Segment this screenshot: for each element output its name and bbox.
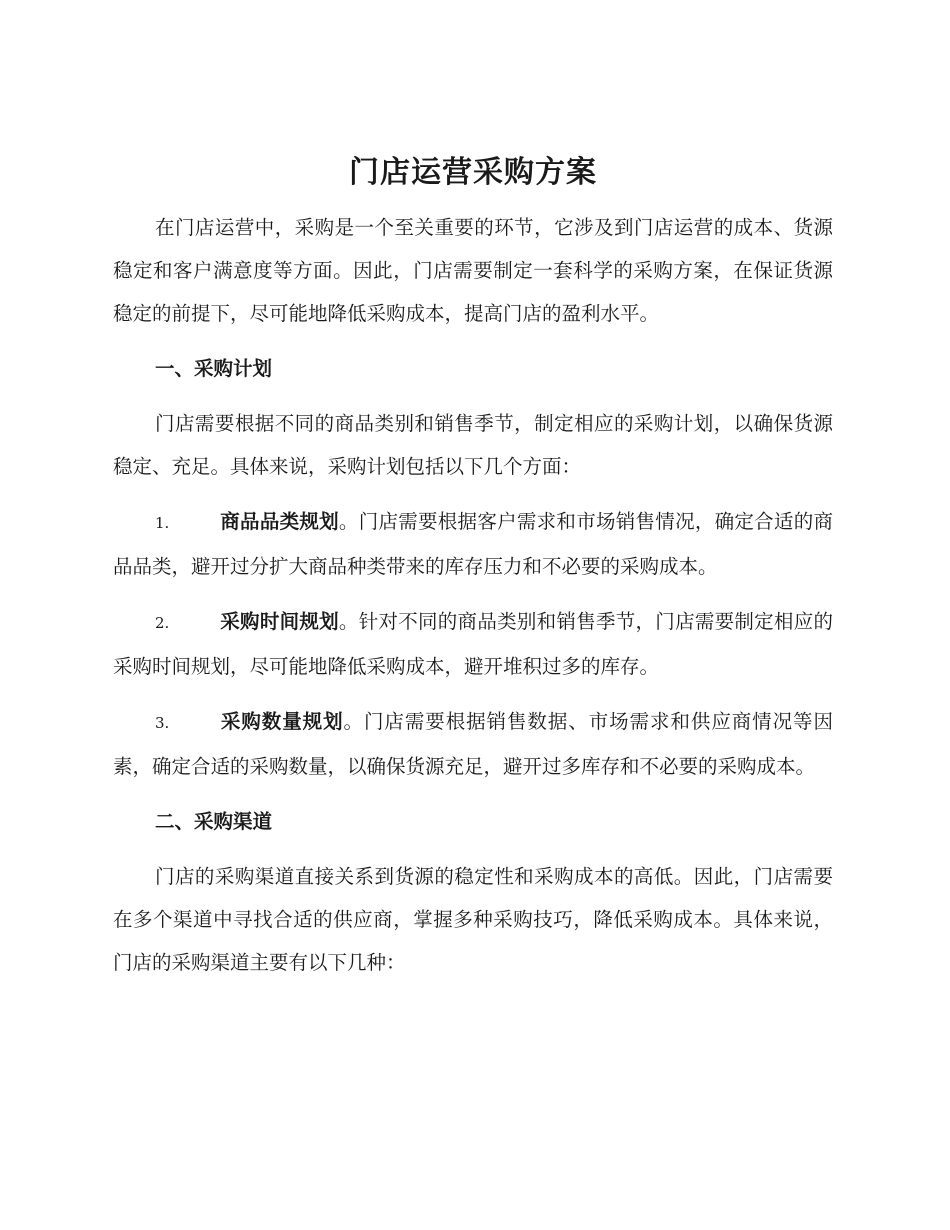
procurement-plan-paragraph: 门店需要根据不同的商品类别和销售季节，制定相应的采购计划，以确保货源稳定、充足。具体来说，采购计划包括以下几个方面：	[113, 412, 833, 478]
list-text: 。门店需要根据客户需求和市场销售情况，确定合适的商品品类，避开过分扩大商品种类带来的库存压力和不必要的采购成本。	[113, 510, 833, 578]
procurement-channels-paragraph: 门店的采购渠道直接关系到货源的稳定性和采购成本的高低。因此，门店需要在多个渠道中寻找合适的供应商，掌握多种采购技巧，降低采购成本。具体来说，门店的采购渠道主要有以下几种：	[113, 865, 833, 974]
list-item	[113, 500, 833, 588]
list-item	[113, 600, 833, 688]
list-number: 3.	[155, 714, 170, 732]
document-page	[113, 150, 833, 984]
list-text: 。针对不同的商品类别和销售季节，门店需要制定相应的采购时间规划，尽可能地降低采购成本，避开堆积过多的库存。	[113, 610, 833, 678]
list-item	[113, 700, 833, 788]
list-text: 。门店需要根据销售数据、市场需求和供应商情况等因素，确定合适的采购数量，以确保货源充足，避开过多库存和不必要的采购成本。	[113, 710, 833, 778]
section-heading-procurement-plan: 一、采购计划	[155, 357, 273, 380]
intro-paragraph: 在门店运营中，采购是一个至关重要的环节，它涉及到门店运营的成本、货源稳定和客户满意度等方面。因此，门店需要制定一套科学的采购方案，在保证货源稳定的前提下，尽可能地降低采购成本，提高门店的盈利水平。	[113, 216, 833, 325]
list-number: 2.	[155, 614, 170, 632]
document-title: 门店运营采购方案	[349, 155, 597, 190]
list-term: 商品品类规划	[220, 510, 339, 533]
list-term: 采购时间规划	[220, 610, 339, 633]
list-number: 1.	[155, 514, 170, 532]
list-term: 采购数量规划	[220, 710, 344, 733]
section-heading-procurement-channels: 二、采购渠道	[155, 810, 273, 833]
